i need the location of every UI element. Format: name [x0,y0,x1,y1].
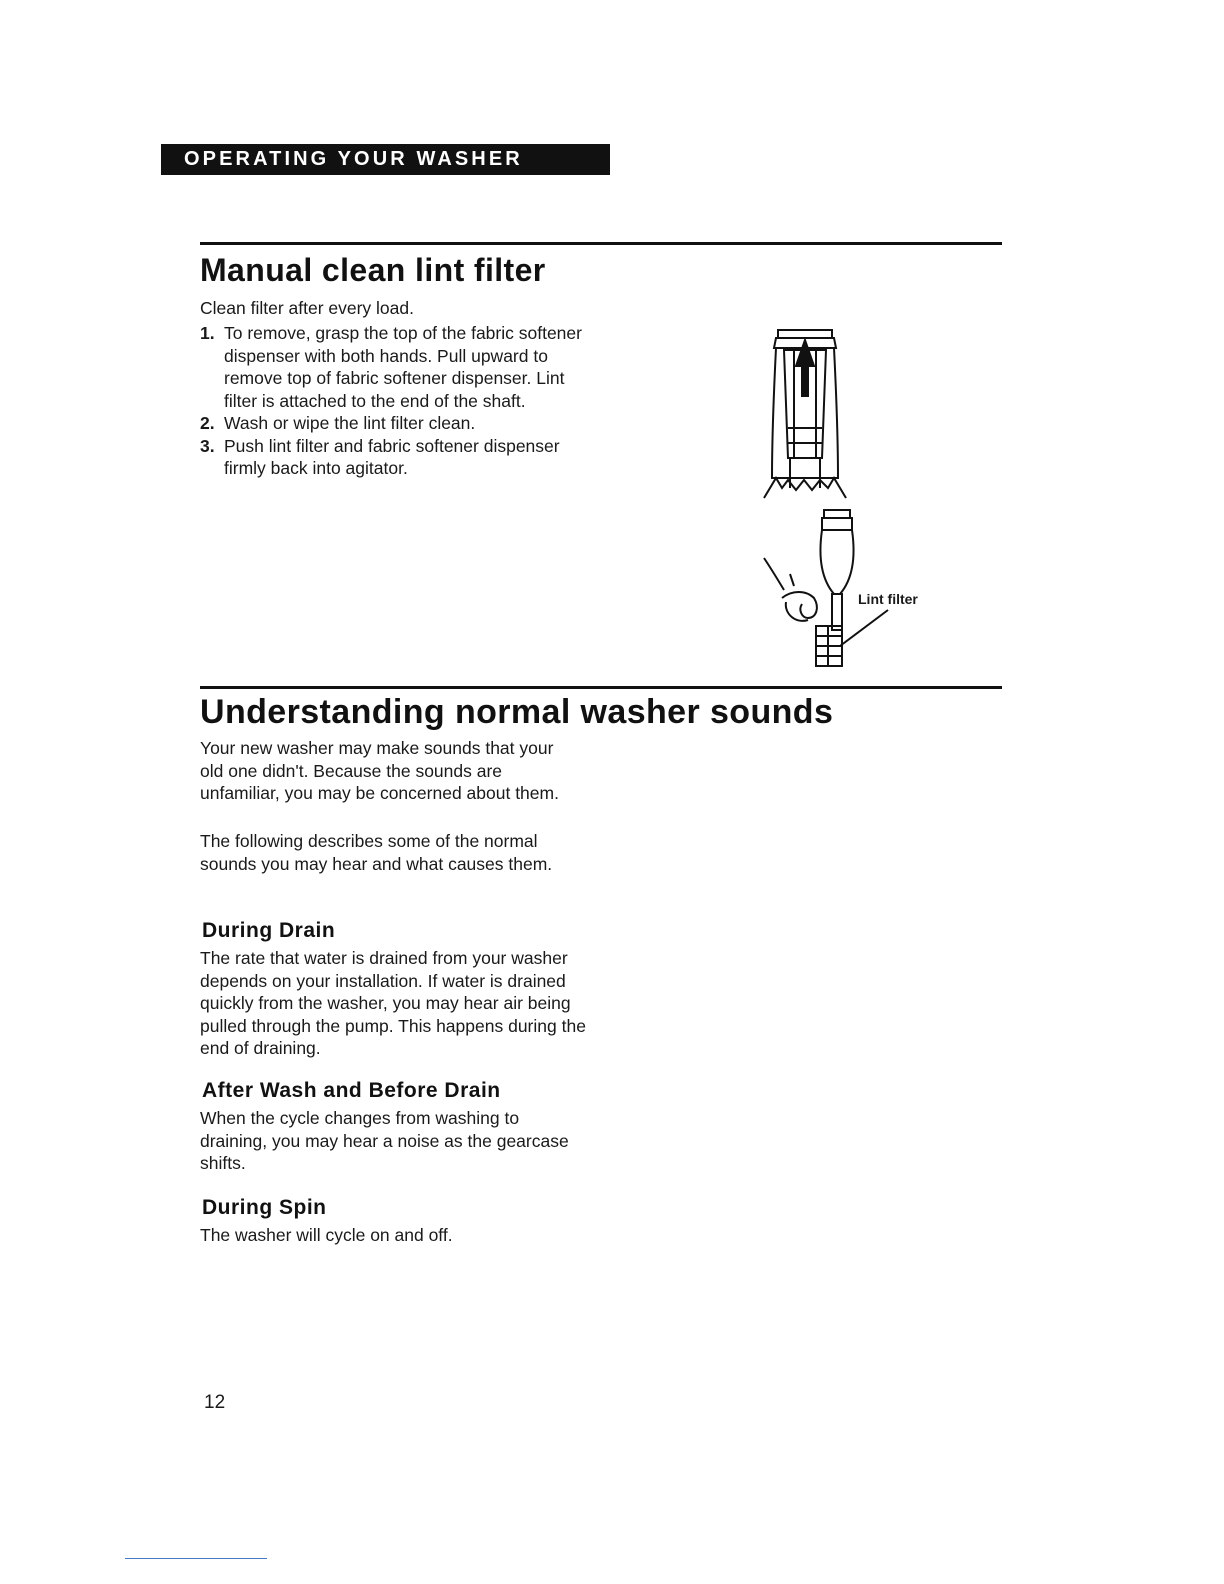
footer-divider [125,1558,267,1559]
step-item [200,435,600,480]
step-number: 2. [200,413,215,433]
lint-filter-intro: Clean filter after every load. [200,298,414,318]
section-rule [200,686,1002,689]
lint-filter-illustration [756,318,956,674]
step-number: 3. [200,435,215,456]
step-text: Wash or wipe the lint filter clean. [224,413,476,433]
step-item [200,322,600,412]
sounds-description-paragraph: The following describes some of the normal sounds you may hear and what causes them. [200,831,553,874]
section-header-bar: OPERATING YOUR WASHER [161,144,610,175]
page-number: 12 [204,1392,226,1413]
section-rule [200,242,1002,245]
lint-filter-label: Lint filter [858,591,918,607]
step-text: Push lint filter and fabric softener dispenser firmly back into agitator. [224,435,560,478]
during-spin-heading: During Spin [202,1196,327,1219]
step-number: 1. [200,323,215,343]
step-text: To remove, grasp the top of the fabric softener dispenser with both hands. Pull upward to remove top of fabric softener dispenser. Lint filter is attached to the end of the shaft. [224,323,582,411]
fabric-softener-dispenser-drawing [816,510,854,666]
during-drain-text: The rate that water is drained from your washer depends on your installation. If water is drained quickly from the washer, you may hear air being pulled through the pump. This happens during the end of draining. [200,948,586,1058]
after-wash-heading: After Wash and Before Drain [202,1079,501,1102]
label-leader-line [840,610,888,646]
hand-icon [764,558,817,621]
washer-sounds-title: Understanding normal washer sounds [200,693,834,731]
during-spin-text: The washer will cycle on and off. [200,1225,453,1245]
lint-filter-title: Manual clean lint filter [200,252,546,288]
lint-filter-steps [200,322,600,480]
during-drain-heading: During Drain [202,919,336,942]
after-wash-text: When the cycle changes from washing to draining, you may hear a noise as the gearcase shifts. [200,1108,569,1173]
sounds-intro-paragraph: Your new washer may make sounds that your old one didn't. Because the sounds are unfamiliar, you may be concerned about them. [200,738,559,803]
step-item [200,412,600,435]
